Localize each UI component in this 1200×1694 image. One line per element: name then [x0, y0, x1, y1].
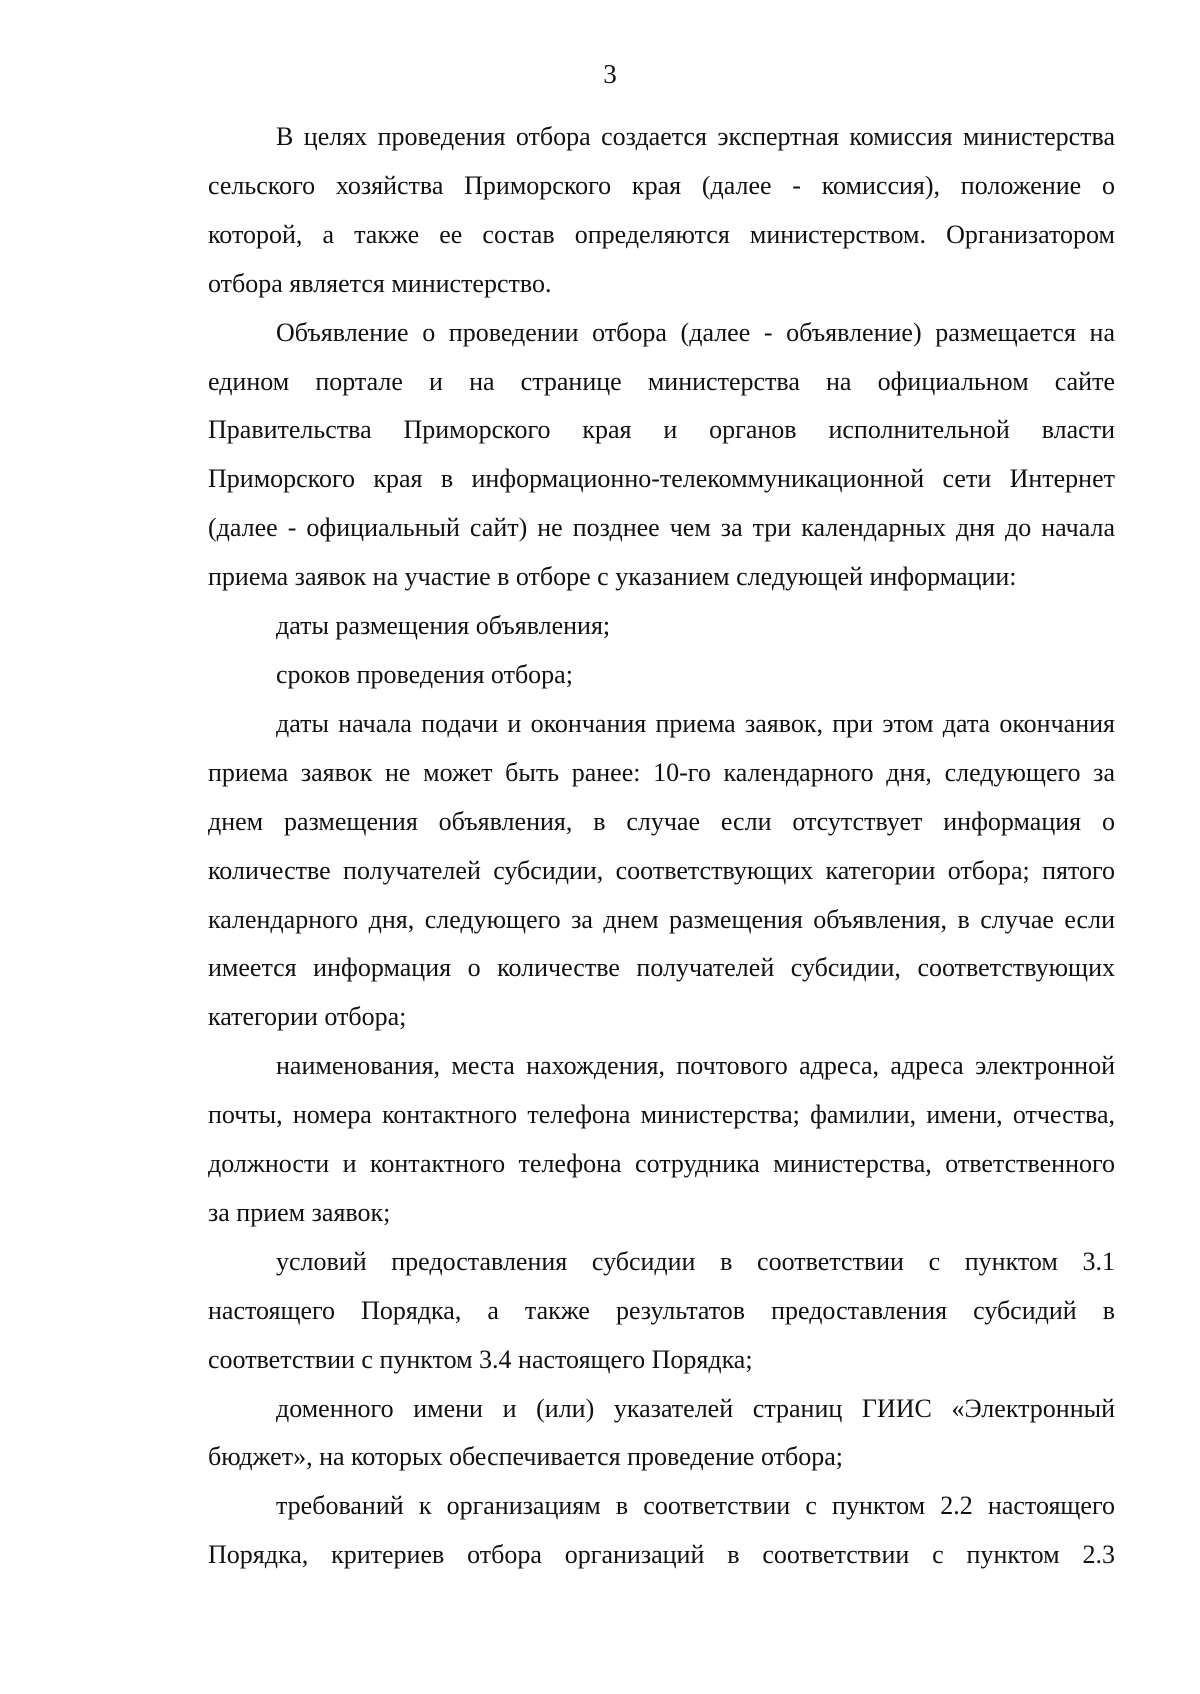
- list-item-domain-name: [140, 1385, 1115, 1483]
- text-line: Порядка, критериев отбора организаций в соответствии с пунктом 2.3: [208, 1540, 1115, 1570]
- text-line: даты начала подачи и окончания приема заявок, при этом дата окончания: [276, 708, 1115, 738]
- text-line: даты размещения объявления;: [276, 611, 611, 641]
- text-line: условий предоставления субсидии в соответствии с пунктом 3.1: [276, 1246, 1115, 1276]
- text-line: (далее - официальный сайт) не позднее чем за три календарных дня до начала: [208, 513, 1115, 543]
- list-item-application-dates: [140, 700, 1115, 1042]
- text-line: доменного имени и (или) указателей страниц ГИИС «Электронный: [276, 1393, 1115, 1423]
- text-line: настоящего Порядка, а также результатов предоставления субсидий в: [208, 1295, 1115, 1325]
- text-line: едином портале и на странице министерства на официальном сайте: [208, 366, 1115, 396]
- list-item-subsidy-conditions: [140, 1238, 1115, 1385]
- text-line: сроков проведения отбора;: [276, 659, 573, 689]
- list-item-requirements: [140, 1482, 1115, 1580]
- text-line: почты, номера контактного телефона министерства; фамилии, имени, отчества,: [208, 1100, 1115, 1130]
- text-line: приема заявок не может быть ранее: 10-го календарного дня, следующего за: [208, 757, 1115, 787]
- text-line: количестве получателей субсидии, соответствующих категории отбора; пятого: [208, 855, 1115, 885]
- text-line: должности и контактного телефона сотрудника министерства, ответственного: [208, 1149, 1115, 1179]
- text-line: Правительства Приморского края и органов исполнительной власти: [208, 415, 1115, 445]
- text-line: наименования, места нахождения, почтового адреса, адреса электронной: [276, 1051, 1115, 1081]
- list-item-selection-terms: [140, 651, 1115, 700]
- text-line: требований к организациям в соответствии с пунктом 2.2 настоящего: [276, 1491, 1115, 1521]
- paragraph-expert-commission: [140, 113, 1115, 309]
- text-line: приема заявок на участие в отборе с указанием следующей информации:: [208, 562, 1017, 592]
- text-line: имеется информация о количестве получателей субсидии, соответствующих: [208, 953, 1115, 983]
- text-line: Приморского края в информационно-телекоммуникационной сети Интернет: [208, 464, 1115, 494]
- text-line: календарного дня, следующего за днем размещения объявления, в случае если: [208, 904, 1115, 934]
- text-line: за прием заявок;: [208, 1197, 391, 1227]
- text-line: бюджет», на которых обеспечивается проведение отбора;: [208, 1442, 843, 1472]
- page-number: 3: [603, 59, 617, 89]
- text-line: категории отбора;: [208, 1002, 407, 1032]
- text-line: В целях проведения отбора создается экспертная комиссия министерства: [276, 122, 1115, 151]
- document-body: [140, 113, 1115, 1580]
- text-line: которой, а также ее состав определяются министерством. Организатором: [208, 219, 1115, 249]
- list-item-contacts: [140, 1042, 1115, 1238]
- text-line: соответствии с пунктом 3.4 настоящего Порядка;: [208, 1344, 753, 1374]
- text-line: днем размещения объявления, в случае если отсутствует информация о: [208, 806, 1115, 836]
- paragraph-announcement: [140, 309, 1115, 602]
- text-line: отбора является министерство.: [208, 268, 552, 298]
- list-item-publication-date: [140, 602, 1115, 651]
- text-line: Объявление о проведении отбора (далее - объявление) размещается на: [276, 317, 1115, 347]
- text-line: сельского хозяйства Приморского края (далее - комиссия), положение о: [208, 170, 1115, 200]
